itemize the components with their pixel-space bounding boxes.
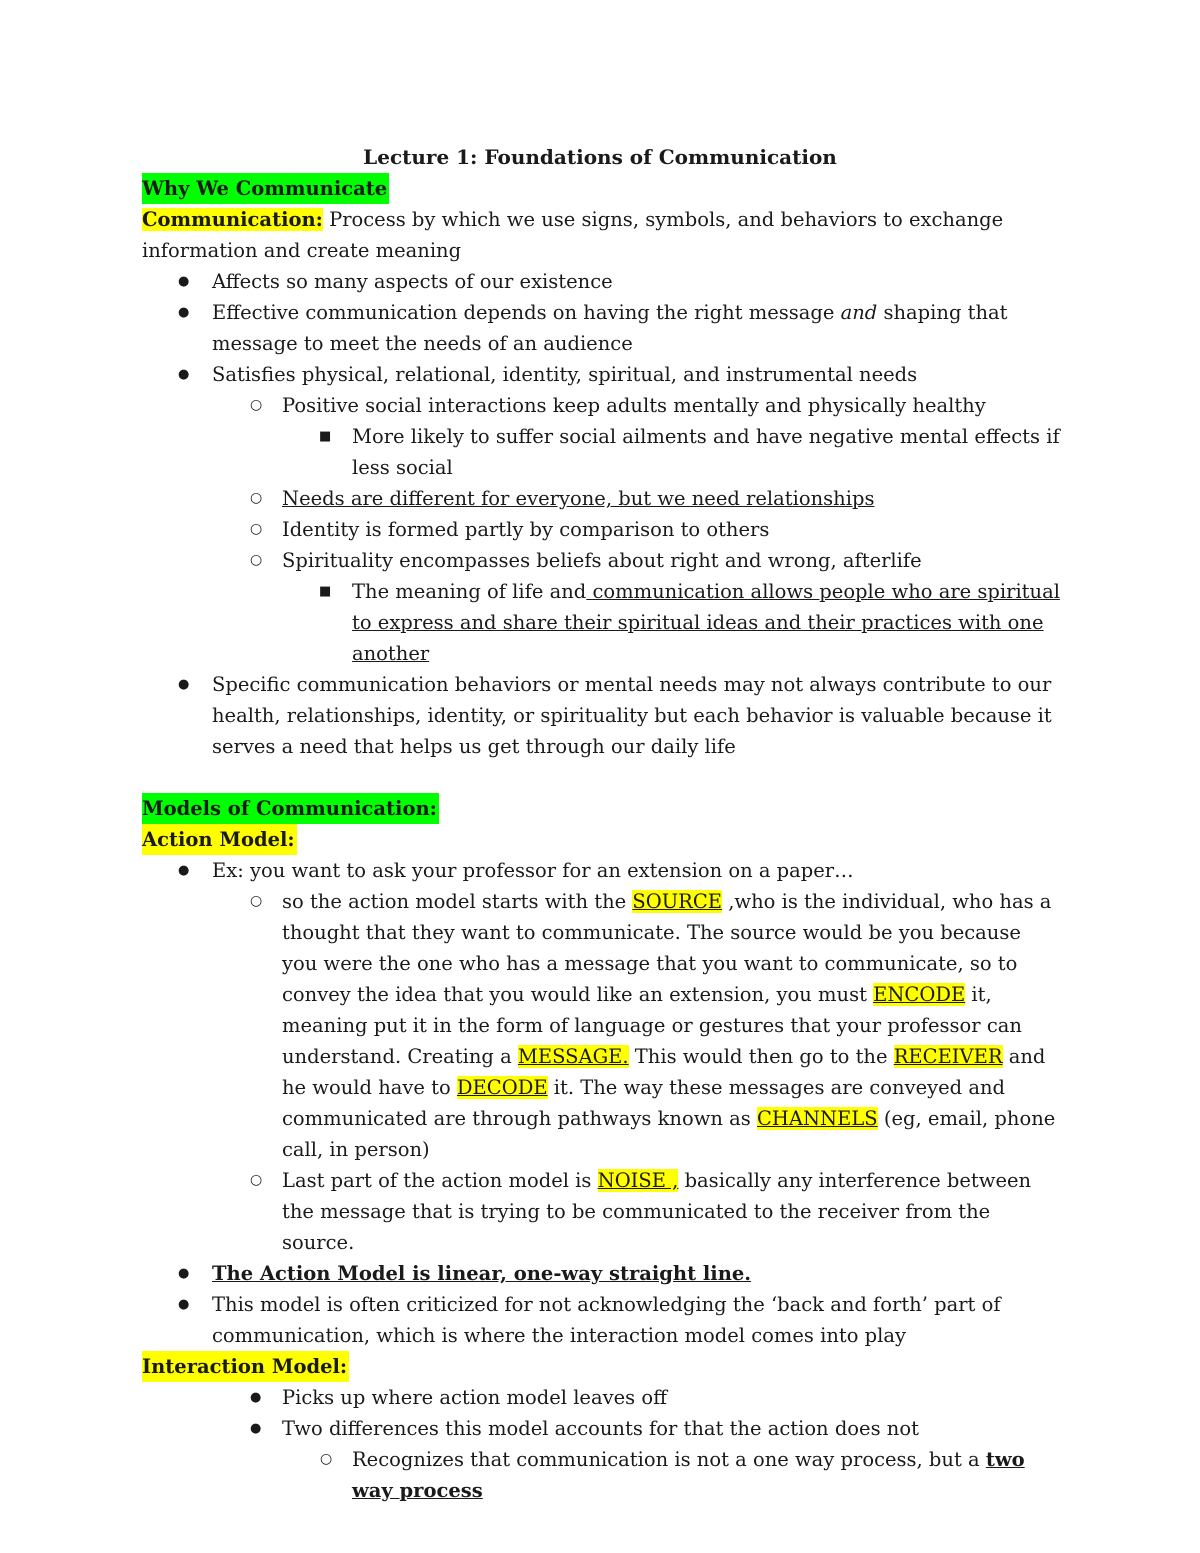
list-item: ● Picks up where action model leaves off bbox=[142, 1382, 1062, 1413]
list-item: ■ More likely to suffer social ailments and have negative mental effects if less social bbox=[142, 421, 1062, 483]
definition-text: Process by which we use signs, symbols, and behaviors to exchange information and create meaning bbox=[142, 208, 1004, 262]
list-item: ● Effective communication depends on having the right message and shaping that message to meet the needs of an audience bbox=[142, 297, 1062, 359]
list-item: ○ Spirituality encompasses beliefs about right and wrong, afterlife bbox=[142, 545, 1062, 576]
definition-paragraph bbox=[142, 204, 1062, 266]
list-item: ● Satisfies physical, relational, identity, spiritual, and instrumental needs bbox=[142, 359, 1062, 390]
subheading-action-model: Action Model: bbox=[142, 824, 297, 855]
why-list bbox=[142, 266, 1062, 762]
term-encode: ENCODE bbox=[873, 983, 966, 1006]
list-item: ■ The meaning of life and communication allows people who are spiritual to express and share their spiritual ideas and their practices with one another bbox=[142, 576, 1062, 669]
list-item: ● The Action Model is linear, one-way straight line. bbox=[142, 1258, 1062, 1289]
term-source: SOURCE bbox=[632, 890, 722, 913]
list-item: ● Ex: you want to ask your professor for an extension on a paper… bbox=[142, 855, 1062, 886]
interaction-model-list bbox=[142, 1382, 1062, 1506]
definition-term: Communication: bbox=[142, 208, 323, 231]
list-item: ● Specific communication behaviors or mental needs may not always contribute to our health, relationships, identity, or spirituality but each behavior is valuable because it serves a need that helps us get through our daily life bbox=[142, 669, 1062, 762]
page-title: Lecture 1: Foundations of Communication bbox=[363, 145, 837, 169]
term-noise: NOISE , bbox=[597, 1169, 679, 1192]
subheading-interaction-model: Interaction Model: bbox=[142, 1351, 349, 1382]
list-item: ○ Last part of the action model is NOISE , basically any interference between the message that is trying to be communicated to the receiver from the source. bbox=[142, 1165, 1062, 1258]
term-receiver: RECEIVER bbox=[893, 1045, 1003, 1068]
list-item: ● Two differences this model accounts for that the action does not bbox=[142, 1413, 1062, 1444]
list-item: ● Affects so many aspects of our existence bbox=[142, 266, 1062, 297]
list-item: ○ so the action model starts with the SOURCE ,who is the individual, who has a thought that they want to communicate. The source would be you because you were the one who has a message that you want to communicate, so to convey the idea that you would like an extension, you must ENCODE it, meaning put it in the form of language or gestures that your professor can understand. Creating a MESSAGE. This would then go to the RECEIVER and he would have to DECODE it. The way these messages are conveyed and communicated are through pathways known as CHANNELS (eg, email, phone call, in person) bbox=[142, 886, 1062, 1165]
list-item: ● This model is often criticized for not acknowledging the ‘back and forth’ part of communication, which is where the interaction model comes into play bbox=[142, 1289, 1062, 1351]
term-channels: CHANNELS bbox=[756, 1107, 878, 1130]
section-heading-why: Why We Communicate bbox=[142, 173, 389, 204]
list-item: ○ Identity is formed partly by comparison to others bbox=[142, 514, 1062, 545]
list-item: ○ Positive social interactions keep adults mentally and physically healthy bbox=[142, 390, 1062, 421]
list-item: ○ Recognizes that communication is not a one way process, but a two way process bbox=[142, 1444, 1062, 1506]
term-decode: DECODE bbox=[456, 1076, 548, 1099]
term-message: MESSAGE. bbox=[517, 1045, 629, 1068]
list-item: ○ Needs are different for everyone, but we need relationships bbox=[142, 483, 1062, 514]
section-heading-models: Models of Communication: bbox=[142, 793, 439, 824]
document-body bbox=[142, 173, 1062, 1506]
action-model-list bbox=[142, 855, 1062, 1351]
